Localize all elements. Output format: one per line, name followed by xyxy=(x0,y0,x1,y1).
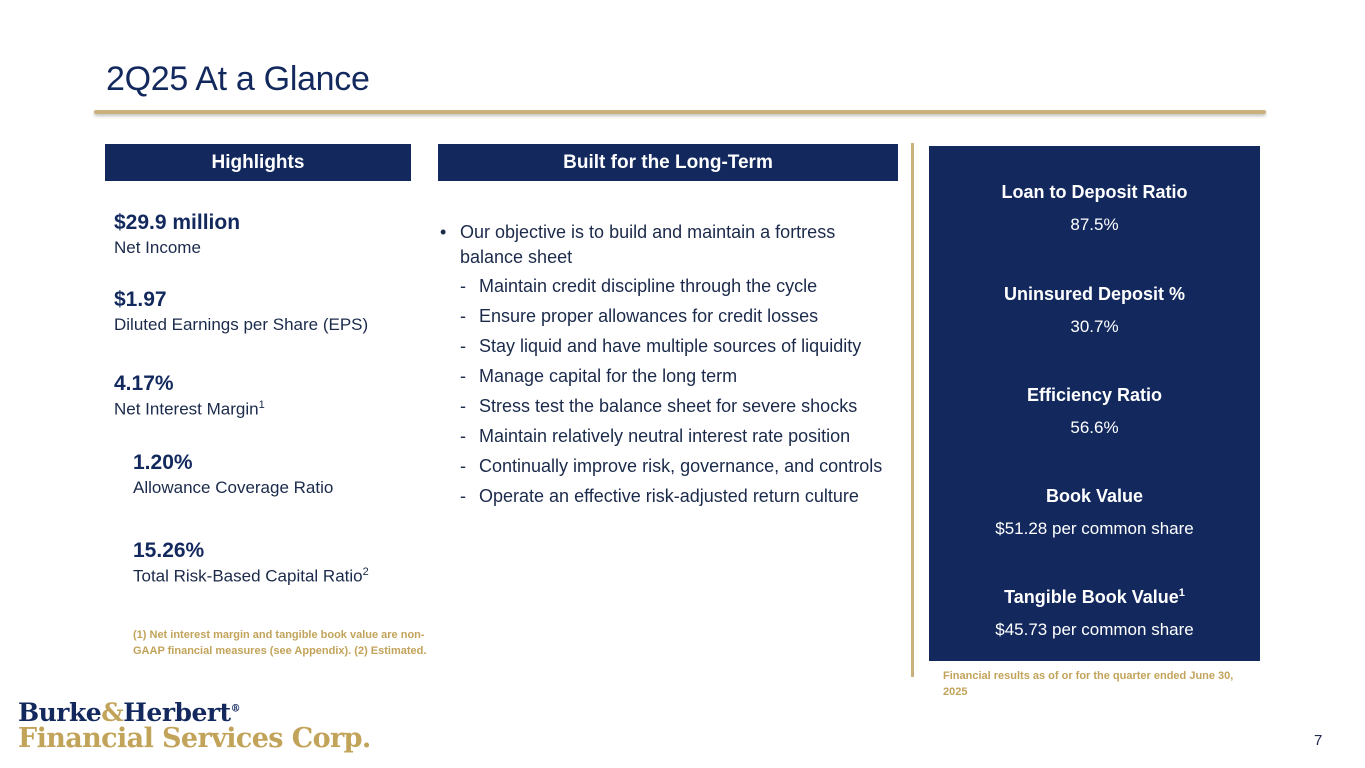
kpi-loan-to-deposit xyxy=(929,182,1260,235)
kpi-uninsured-deposit xyxy=(929,284,1260,337)
list-item xyxy=(440,454,900,479)
dash-icon: - xyxy=(460,366,466,386)
list-item-text: Maintain relatively neutral interest rate position xyxy=(479,426,851,446)
footnote-marker: 1 xyxy=(1178,587,1185,599)
footnote-marker: 1 xyxy=(258,399,265,411)
kpi-label: Loan to Deposit Ratio xyxy=(1001,182,1188,202)
dash-icon: - xyxy=(460,456,466,476)
metric-value: 15.26% xyxy=(133,539,205,562)
metric-value: 4.17% xyxy=(114,372,174,395)
kpi-value: 87.5% xyxy=(1070,215,1119,234)
kpi-tangible-book-value xyxy=(929,587,1260,640)
kpi-book-value xyxy=(929,486,1260,539)
page-number: 7 xyxy=(1314,732,1323,749)
title-underline xyxy=(94,110,1266,114)
logo-name-part1: Burke xyxy=(18,698,102,727)
metric-label-text: Net Interest Margin xyxy=(114,399,259,419)
long-term-header: Built for the Long-Term xyxy=(438,144,898,181)
list-item-text: Continually improve risk, governance, and controls xyxy=(479,456,883,476)
metric-label xyxy=(114,399,265,420)
kpi-value: $45.73 per common share xyxy=(995,620,1194,639)
metric-net-income xyxy=(114,211,240,258)
logo-name-part2: Herbert xyxy=(123,698,231,727)
list-item xyxy=(440,364,900,389)
list-item-text: Maintain credit discipline through the cycle xyxy=(479,276,818,296)
slide-title: 2Q25 At a Glance xyxy=(106,60,370,98)
kpi-value: $51.28 per common share xyxy=(995,519,1194,538)
bullet-icon: • xyxy=(440,222,447,242)
kpi-panel xyxy=(929,146,1260,661)
kpi-value: 56.6% xyxy=(1070,418,1119,437)
kpi-label: Uninsured Deposit % xyxy=(1003,284,1186,304)
list-item xyxy=(440,334,900,359)
logo-subtitle: Financial Services Corp. xyxy=(18,723,371,754)
sub-objectives xyxy=(440,274,900,509)
kpi-label: Book Value xyxy=(1045,486,1144,506)
dash-icon: - xyxy=(460,486,466,506)
list-item-text: Stress test the balance sheet for severe shocks xyxy=(479,396,858,416)
list-item xyxy=(440,304,900,329)
list-item-text: Manage capital for the long term xyxy=(479,366,738,386)
highlights-header: Highlights xyxy=(105,144,411,181)
footnote-marker: 2 xyxy=(362,566,369,578)
main-objective xyxy=(440,220,900,270)
list-item xyxy=(440,274,900,299)
kpi-value: 30.7% xyxy=(1070,317,1119,336)
vertical-divider xyxy=(911,143,914,677)
objectives-list xyxy=(440,220,900,514)
metric-label xyxy=(133,566,369,587)
kpi-footnote: Financial results as of or for the quarter ended June 30, 2025 xyxy=(943,670,1234,698)
metric-label-text: Total Risk-Based Capital Ratio xyxy=(133,566,363,586)
dash-icon: - xyxy=(460,276,466,296)
metric-allowance-coverage xyxy=(133,451,333,498)
list-item-text: Operate an effective risk-adjusted return culture xyxy=(479,486,859,506)
metric-label: Net Income xyxy=(114,238,201,257)
kpi-efficiency-ratio xyxy=(929,385,1260,438)
company-logo xyxy=(18,698,371,754)
logo-ampersand: & xyxy=(101,698,124,727)
metric-value: $29.9 million xyxy=(114,211,241,234)
metric-value: $1.97 xyxy=(114,288,167,311)
dash-icon: - xyxy=(460,306,466,326)
list-item xyxy=(440,394,900,419)
list-item xyxy=(440,424,900,449)
main-objective-text: Our objective is to build and maintain a fortress balance sheet xyxy=(460,222,836,267)
metric-label: Allowance Coverage Ratio xyxy=(133,478,334,497)
metric-total-risk-capital xyxy=(133,539,369,587)
dash-icon: - xyxy=(460,396,466,416)
list-item-text: Stay liquid and have multiple sources of liquidity xyxy=(479,336,862,356)
metric-label: Diluted Earnings per Share (EPS) xyxy=(114,315,369,334)
kpi-label-text: Tangible Book Value xyxy=(1004,587,1179,607)
list-item-text: Ensure proper allowances for credit losses xyxy=(479,306,819,326)
metric-net-interest-margin xyxy=(114,372,265,420)
highlights-footnote: (1) Net interest margin and tangible book value are non-GAAP financial measures (see Appendix). (2) Estimated. xyxy=(133,629,427,657)
dash-icon: - xyxy=(460,426,466,446)
registered-mark: ® xyxy=(230,703,241,715)
dash-icon: - xyxy=(460,336,466,356)
list-item xyxy=(440,484,900,509)
kpi-label: Efficiency Ratio xyxy=(1026,385,1163,405)
metric-eps xyxy=(114,288,368,335)
metric-value: 1.20% xyxy=(133,451,193,474)
kpi-label xyxy=(929,587,1260,608)
